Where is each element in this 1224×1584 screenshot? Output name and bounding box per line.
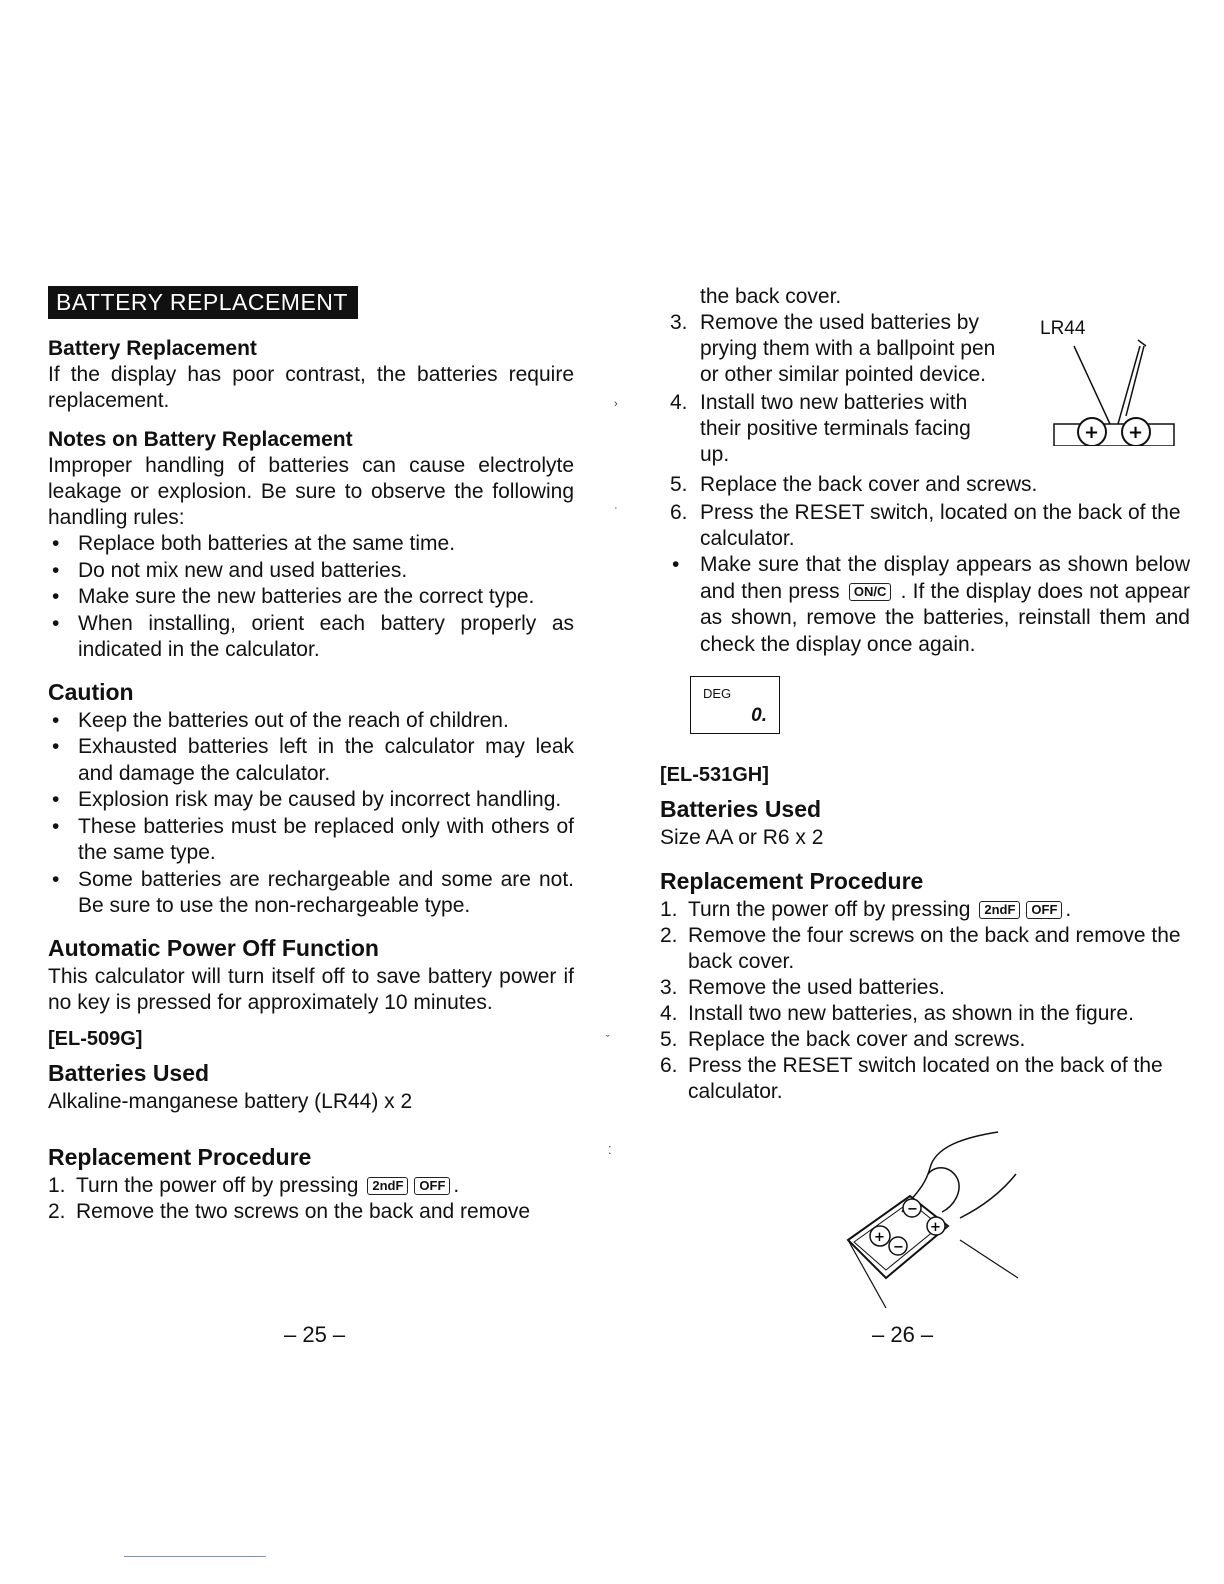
step-text: Press the RESET switch located on the back of the calculator. [688, 1054, 1163, 1103]
svg-text:+: + [930, 1220, 941, 1235]
notes-list [48, 531, 574, 664]
battery-replacement-text: If the display has poor contrast, the batteries require replacement. [48, 363, 574, 412]
svg-text:+: + [1128, 422, 1144, 443]
step-number: 2. [48, 1199, 66, 1223]
batteries-used-heading: Batteries Used [48, 1059, 210, 1086]
list-item [660, 923, 1190, 975]
display-value: 0. [751, 705, 767, 726]
notes-heading: Notes on Battery Replacement [48, 428, 353, 451]
battery-replacement-heading: Battery Replacement [48, 337, 257, 360]
continued-text: the back cover. [700, 285, 842, 308]
notes-text: Improper handling of batteries can cause electrolyte leakage or explosion. Be sure to observe the following handling rules: [48, 454, 574, 529]
lr44-figure-drawing [1040, 316, 1190, 446]
procedure-list [48, 1173, 574, 1225]
model-label: [EL-509G] [48, 1027, 143, 1050]
step-text: Remove the four screws on the back and remove the back cover. [688, 924, 1181, 973]
auto-power-off-heading: Automatic Power Off Function [48, 934, 379, 961]
display-mode: DEG [703, 686, 732, 701]
step-number: 4. [660, 1002, 678, 1025]
step-number: 4. [670, 391, 688, 414]
right-page [660, 284, 1190, 1105]
svg-text:+: + [874, 1230, 885, 1245]
list-item: • Replace both batteries at the same time. [48, 531, 574, 558]
left-page [48, 286, 574, 1225]
list-item [660, 1027, 1190, 1053]
lr44-battery-pen-icon [1040, 316, 1190, 443]
bullet-text-post: . If the display does not appear as shown, remove the batteries, reinstall them and check the display once again. [700, 579, 1190, 656]
section-banner: BATTERY REPLACEMENT [48, 286, 358, 319]
display-check-list [668, 552, 1190, 658]
batteries-used-text: Alkaline-manganese battery (LR44) x 2 [48, 1089, 413, 1113]
step-text: Install two new batteries with their positive terminals facing up. [700, 391, 971, 466]
step-text: Remove the used batteries by prying them with a ballpoint pen or other similar pointed device. [700, 311, 996, 386]
step-text: Replace the back cover and screws. [688, 1028, 1026, 1051]
key-onc: ON/C [849, 583, 892, 601]
scan-speck: › [614, 398, 618, 410]
step-text: Press the RESET switch, located on the back of the calculator. [700, 501, 1181, 550]
caution-heading: Caution [48, 678, 134, 705]
list-item: • Exhausted batteries left in the calculator may leak and damage the calculator. [48, 734, 574, 787]
step-number: 1. [660, 898, 678, 921]
list-item [670, 310, 1000, 388]
procedure-list-top [670, 310, 1000, 468]
scan-speck: · [614, 502, 618, 514]
svg-text:−: − [893, 1240, 904, 1255]
procedure-list-mid [670, 472, 1190, 552]
step-number: 2. [660, 924, 678, 947]
list-item [670, 472, 1190, 498]
key-2ndf: 2ndF [367, 1177, 408, 1195]
svg-text:+: + [1084, 422, 1100, 443]
auto-power-off-text: This calculator will turn itself off to save battery power if no key is pressed for approximately 10 minutes. [48, 964, 574, 1014]
list-item: • Some batteries are rechargeable and some are not. Be sure to use the non-rechargeable type. [48, 867, 574, 920]
svg-text:−: − [907, 1202, 918, 1217]
step-text: Replace the back cover and screws. [700, 473, 1038, 496]
step-number: 5. [660, 1028, 678, 1051]
procedure-list [660, 897, 1190, 1105]
list-item: • Explosion risk may be caused by incorrect handling. [48, 787, 574, 814]
step-number: 5. [670, 473, 688, 496]
step-text: Install two new batteries, as shown in the figure. [688, 1002, 1134, 1025]
step-text: Turn the power off by pressing [76, 1173, 359, 1197]
list-item: • These batteries must be replaced only with others of the same type. [48, 814, 574, 867]
step-number: 1. [48, 1173, 66, 1197]
list-item: • Make sure the new batteries are the correct type. [48, 584, 574, 611]
list-item [668, 552, 1190, 658]
steps-with-figure [670, 310, 1000, 468]
list-item [48, 1199, 574, 1225]
list-item: • Do not mix new and used batteries. [48, 558, 574, 585]
step-end: . [453, 1173, 460, 1197]
step-number: 6. [670, 501, 688, 524]
step-number: 3. [660, 976, 678, 999]
step-text: Remove the two screws on the back and remove [76, 1199, 531, 1223]
batteries-used-text: Size AA or R6 x 2 [660, 826, 824, 849]
model-label: [EL-531GH] [660, 764, 769, 786]
step-end: . [1065, 898, 1072, 921]
bullet-text-pre: Make sure that the display appears as shown below and then press [700, 553, 1190, 603]
list-item [660, 897, 1190, 923]
list-item [670, 390, 1000, 468]
scan-speck: ⁚ [608, 1145, 612, 1157]
list-item [660, 1001, 1190, 1027]
procedure-heading: Replacement Procedure [660, 868, 924, 894]
list-item [670, 500, 1190, 552]
procedure-heading: Replacement Procedure [48, 1143, 312, 1170]
list-item: • Keep the batteries out of the reach of children. [48, 708, 574, 735]
list-item [48, 1173, 574, 1199]
calculator-display [690, 676, 780, 734]
batteries-used-heading: Batteries Used [660, 796, 822, 822]
figure-label: LR44 [1040, 318, 1086, 339]
list-item: • When installing, orient each battery properly as indicated in the calculator. [48, 611, 574, 664]
aa-battery-hand-icon [840, 1128, 1040, 1308]
step-number: 3. [670, 311, 688, 334]
step-number: 6. [660, 1054, 678, 1077]
key-2ndf: 2ndF [979, 901, 1020, 919]
key-off: OFF [1026, 901, 1062, 919]
caution-list [48, 708, 574, 920]
step-text: Remove the used batteries. [688, 976, 945, 999]
list-item [660, 975, 1190, 1001]
scan-line [124, 1556, 266, 1557]
scan-speck: ˇ [606, 1034, 610, 1046]
page-number-right: – 26 – [872, 1322, 934, 1347]
list-item [660, 1053, 1190, 1105]
page-number-left: – 25 – [284, 1322, 346, 1347]
step-text: Turn the power off by pressing [688, 898, 971, 921]
key-off: OFF [414, 1177, 450, 1195]
